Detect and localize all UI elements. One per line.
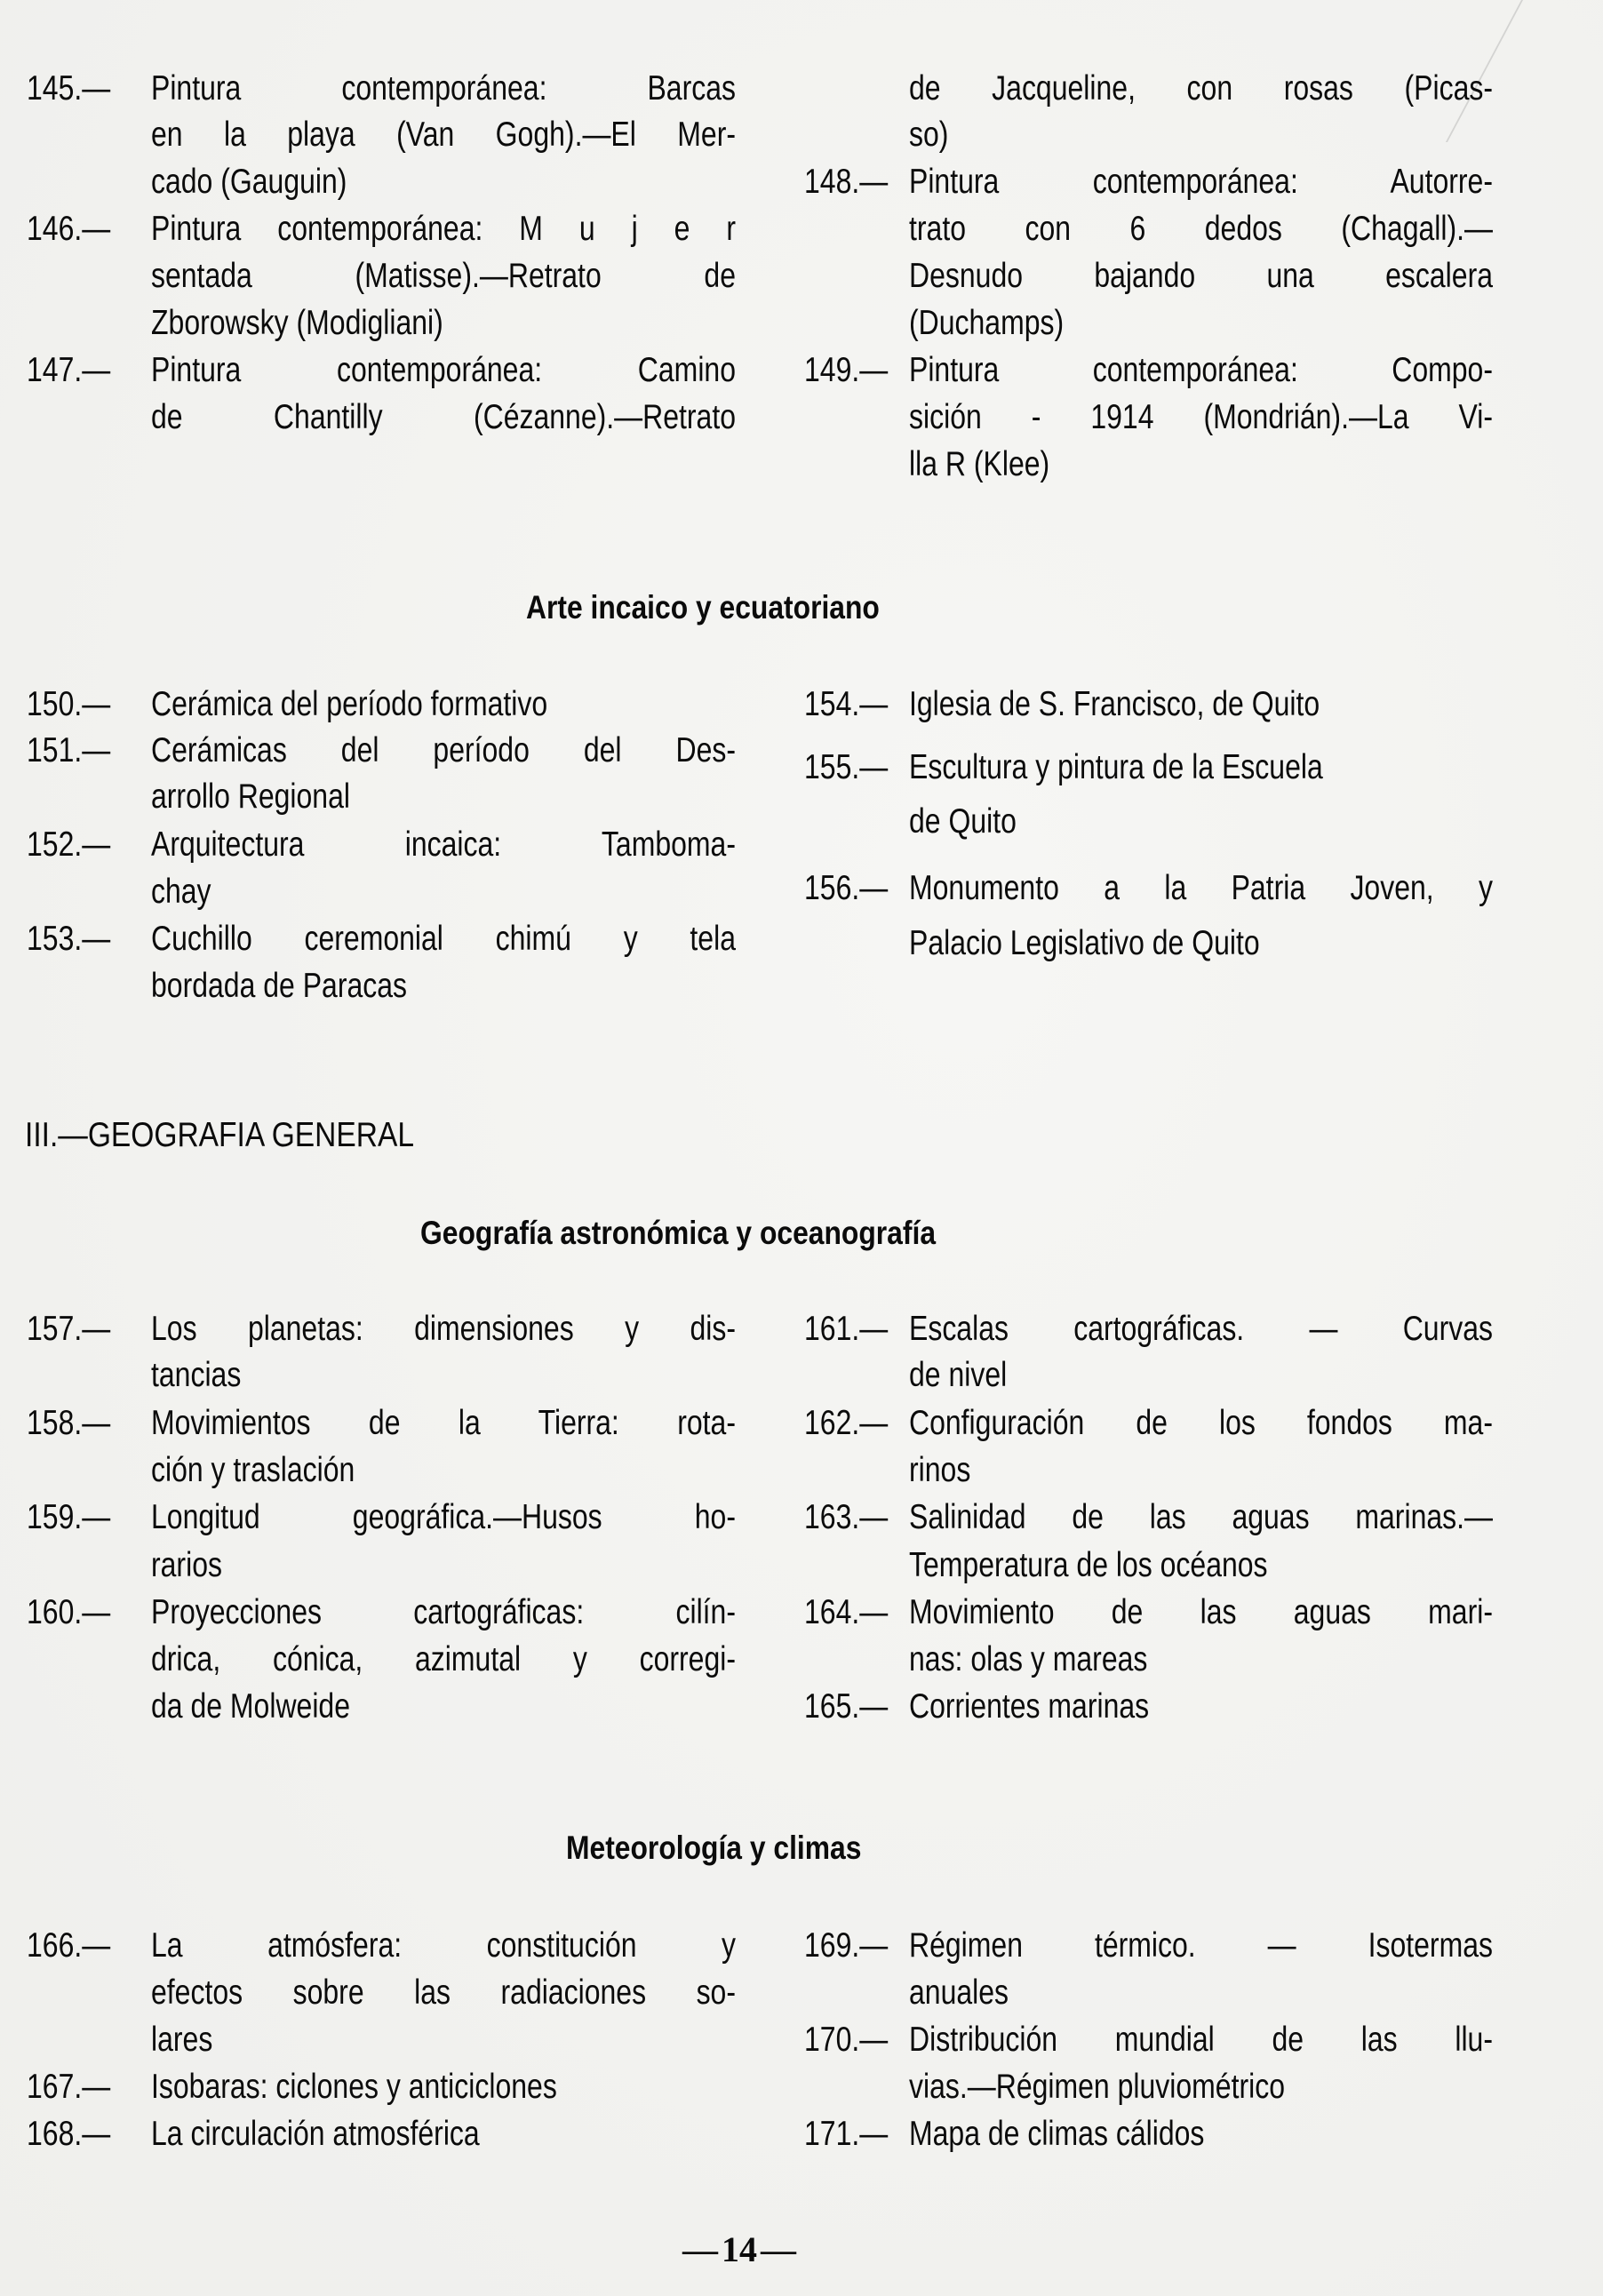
item-line: da de Molweide bbox=[151, 1687, 351, 1726]
item-number: 148.— bbox=[804, 163, 889, 201]
item-line: Mapa de climas cálidos bbox=[909, 2115, 1205, 2153]
item-line: Isobaras: ciclones y anticiclones bbox=[151, 2068, 557, 2106]
item-line: Distribución mundial de las llu- bbox=[909, 2021, 1493, 2059]
item-number: 169.— bbox=[804, 1926, 889, 1965]
item-line: Cerámica del período formativo bbox=[151, 685, 548, 723]
item-number: 171.— bbox=[804, 2115, 889, 2153]
item-line: Corrientes marinas bbox=[909, 1687, 1150, 1726]
item-line: de nivel bbox=[909, 1356, 1008, 1394]
item-line: Régimen térmico. — Isotermas bbox=[909, 1926, 1493, 1965]
item-line: Movimiento de las aguas mari- bbox=[909, 1593, 1493, 1631]
item-line: lares bbox=[151, 2021, 213, 2059]
item-number: 145.— bbox=[27, 69, 111, 108]
item-line: Desnudo bajando una escalera bbox=[909, 257, 1493, 295]
section-heading: Arte incaico y ecuatoriano bbox=[526, 589, 880, 626]
item-line: Movimientos de la Tierra: rota- bbox=[151, 1404, 736, 1442]
item-line: efectos sobre las radiaciones so- bbox=[151, 1973, 736, 2012]
item-line: Palacio Legislativo de Quito bbox=[909, 924, 1260, 962]
item-line: arrollo Regional bbox=[151, 777, 350, 816]
item-number: 166.— bbox=[27, 1926, 111, 1965]
item-line: Arquitectura incaica: Tamboma- bbox=[151, 825, 736, 864]
item-number: 153.— bbox=[27, 920, 111, 958]
item-number: 156.— bbox=[804, 869, 889, 907]
item-line: Escultura y pintura de la Escuela bbox=[909, 748, 1323, 786]
item-line: rinos bbox=[909, 1451, 971, 1489]
item-number: 164.— bbox=[804, 1593, 889, 1631]
item-number: 170.— bbox=[804, 2021, 889, 2059]
item-line: Pintura contemporánea: Compo- bbox=[909, 351, 1493, 389]
page-number-dash-left: — bbox=[682, 2229, 718, 2269]
item-line: de Chantilly (Cézanne).—Retrato bbox=[151, 398, 736, 436]
item-number: 167.— bbox=[27, 2068, 111, 2106]
item-line: vias.—Régimen pluviométrico bbox=[909, 2068, 1286, 2106]
item-number: 162.— bbox=[804, 1404, 889, 1442]
page-number bbox=[682, 2230, 796, 2269]
item-line: Los planetas: dimensiones y dis- bbox=[151, 1310, 736, 1348]
item-number: 161.— bbox=[804, 1310, 889, 1348]
item-line: Proyecciones cartográficas: cilín- bbox=[151, 1593, 736, 1631]
item-line: La circulación atmosférica bbox=[151, 2115, 480, 2153]
item-line: ción y traslación bbox=[151, 1451, 355, 1489]
item-number: 168.— bbox=[27, 2115, 111, 2153]
item-line: rarios bbox=[151, 1546, 222, 1584]
item-line: Cuchillo ceremonial chimú y tela bbox=[151, 920, 736, 958]
item-number: 155.— bbox=[804, 748, 889, 786]
item-line: Configuración de los fondos ma- bbox=[909, 1404, 1493, 1442]
item-line: Pintura contemporánea: Barcas bbox=[151, 69, 736, 108]
part-heading: III.—GEOGRAFIA GENERAL bbox=[25, 1116, 414, 1154]
item-number: 150.— bbox=[27, 685, 111, 723]
page-number-value: 14 bbox=[722, 2229, 757, 2269]
item-number: 146.— bbox=[27, 210, 111, 248]
item-line: Salinidad de las aguas marinas.— bbox=[909, 1498, 1493, 1536]
item-line: Temperatura de los océanos bbox=[909, 1546, 1268, 1584]
item-number: 147.— bbox=[27, 351, 111, 389]
item-number: 152.— bbox=[27, 825, 111, 864]
item-number: 154.— bbox=[804, 685, 889, 723]
item-line: Pintura contemporánea: M u j e r bbox=[151, 210, 736, 248]
item-line: cado (Gauguin) bbox=[151, 163, 347, 201]
item-line: de Quito bbox=[909, 802, 1017, 841]
item-line: drica, cónica, azimutal y corregi- bbox=[151, 1640, 736, 1678]
section-heading: Geografía astronómica y oceanografía bbox=[420, 1215, 937, 1251]
item-number: 163.— bbox=[804, 1498, 889, 1536]
item-line: anuales bbox=[909, 1973, 1009, 2012]
item-line: so) bbox=[909, 116, 949, 154]
item-line: Cerámicas del período del Des- bbox=[151, 731, 736, 769]
item-line: Iglesia de S. Francisco, de Quito bbox=[909, 685, 1320, 723]
item-line: (Duchamps) bbox=[909, 304, 1065, 342]
item-line: chay bbox=[151, 873, 211, 911]
page-number-dash-right: — bbox=[761, 2229, 796, 2269]
section-heading: Meteorología y climas bbox=[566, 1830, 862, 1866]
item-line: bordada de Paracas bbox=[151, 967, 408, 1005]
item-line: Pintura contemporánea: Autorre- bbox=[909, 163, 1493, 201]
item-number: 149.— bbox=[804, 351, 889, 389]
item-line: tancias bbox=[151, 1356, 242, 1394]
item-number: 165.— bbox=[804, 1687, 889, 1726]
item-number: 160.— bbox=[27, 1593, 111, 1631]
item-number: 158.— bbox=[27, 1404, 111, 1442]
item-line: en la playa (Van Gogh).—El Mer- bbox=[151, 116, 736, 154]
item-line: nas: olas y mareas bbox=[909, 1640, 1148, 1678]
item-line: Escalas cartográficas. — Curvas bbox=[909, 1310, 1493, 1348]
item-line: Pintura contemporánea: Camino bbox=[151, 351, 736, 389]
item-number: 151.— bbox=[27, 731, 111, 769]
item-line: Monumento a la Patria Joven, y bbox=[909, 869, 1493, 907]
item-line: de Jacqueline, con rosas (Picas- bbox=[909, 69, 1493, 108]
item-line: sición - 1914 (Mondrián).—La Vi- bbox=[909, 398, 1493, 436]
item-line: Zborowsky (Modigliani) bbox=[151, 304, 443, 342]
item-line: Longitud geográfica.—Husos ho- bbox=[151, 1498, 736, 1536]
item-line: sentada (Matisse).—Retrato de bbox=[151, 257, 736, 295]
item-number: 159.— bbox=[27, 1498, 111, 1536]
item-number: 157.— bbox=[27, 1310, 111, 1348]
item-line: La atmósfera: constitución y bbox=[151, 1926, 736, 1965]
item-line: trato con 6 dedos (Chagall).— bbox=[909, 210, 1493, 248]
item-line: lla R (Klee) bbox=[909, 445, 1050, 483]
